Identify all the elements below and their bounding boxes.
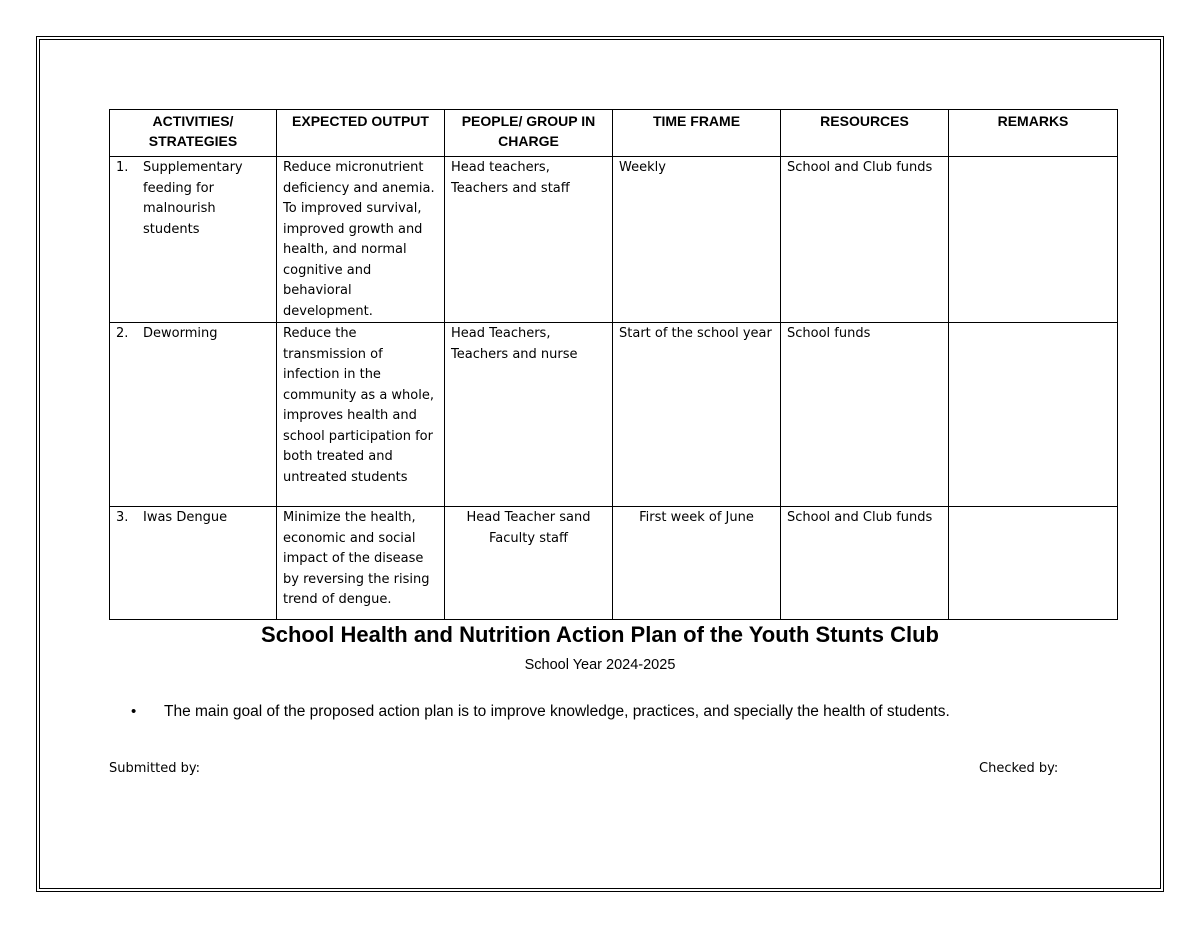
- expected-output-cell: Minimize the health, economic and social impact of the disease by reversing the rising trend of dengue.: [277, 507, 445, 620]
- header-expected-output: EXPECTED OUTPUT: [277, 110, 445, 157]
- activity-number: 2.: [116, 326, 129, 341]
- activity-text: Iwas Dengue: [143, 510, 228, 525]
- remarks-cell: [949, 157, 1118, 323]
- activity-text: Supplementary feeding for malnourish students: [143, 160, 243, 237]
- activity-cell: [110, 157, 277, 323]
- header-time-frame: TIME FRAME: [613, 110, 781, 157]
- header-people-line1: PEOPLE/ GROUP IN: [461, 113, 596, 129]
- goal-list-item: [131, 702, 1091, 722]
- expected-output-cell: Reduce the transmission of infection in the community as a whole, improves health and school participation for both treated and untreated students: [277, 323, 445, 507]
- table-header-row: [110, 110, 1118, 157]
- resources-cell: School funds: [781, 323, 949, 507]
- table-row: [110, 507, 1118, 620]
- activity-cell: [110, 507, 277, 620]
- activity-number: 1.: [116, 160, 129, 175]
- header-activities-line2: STRATEGIES: [148, 133, 238, 149]
- people-cell: Head Teachers, Teachers and nurse: [445, 323, 613, 507]
- table-row: [110, 157, 1118, 323]
- activity-number: 3.: [116, 510, 129, 525]
- remarks-cell: [949, 507, 1118, 620]
- goal-text: The main goal of the proposed action plan is to improve knowledge, practices, and specially the health of students.: [164, 703, 950, 720]
- activity-cell: [110, 323, 277, 507]
- remarks-cell: [949, 323, 1118, 507]
- time-frame-cell: Weekly: [613, 157, 781, 323]
- header-people: [445, 110, 613, 157]
- time-frame-cell: Start of the school year: [613, 323, 781, 507]
- submitted-by-label: Submitted by:: [109, 761, 200, 776]
- resources-cell: School and Club funds: [781, 507, 949, 620]
- people-cell: Head Teacher sand Faculty staff: [445, 507, 613, 620]
- school-year-subtitle: School Year 2024-2025: [524, 657, 676, 673]
- resources-cell: School and Club funds: [781, 157, 949, 323]
- header-resources: RESOURCES: [781, 110, 949, 157]
- checked-by-label: Checked by:: [979, 761, 1059, 776]
- header-activities: [110, 110, 277, 157]
- header-activities-line1: ACTIVITIES/: [152, 113, 234, 129]
- document-title: School Health and Nutrition Action Plan of the Youth Stunts Club: [261, 622, 939, 647]
- table-row: [110, 323, 1118, 507]
- header-people-line2: CHARGE: [498, 133, 559, 149]
- people-cell: Head teachers, Teachers and staff: [445, 157, 613, 323]
- time-frame-cell: First week of June: [613, 507, 781, 620]
- action-plan-table: [109, 109, 1118, 620]
- header-remarks: REMARKS: [949, 110, 1118, 157]
- bullet-icon: •: [131, 703, 137, 720]
- expected-output-cell: Reduce micronutrient deficiency and anemia. To improved survival, improved growth and health, and normal cognitive and behavioral development.: [277, 157, 445, 323]
- activity-text: Deworming: [143, 326, 218, 341]
